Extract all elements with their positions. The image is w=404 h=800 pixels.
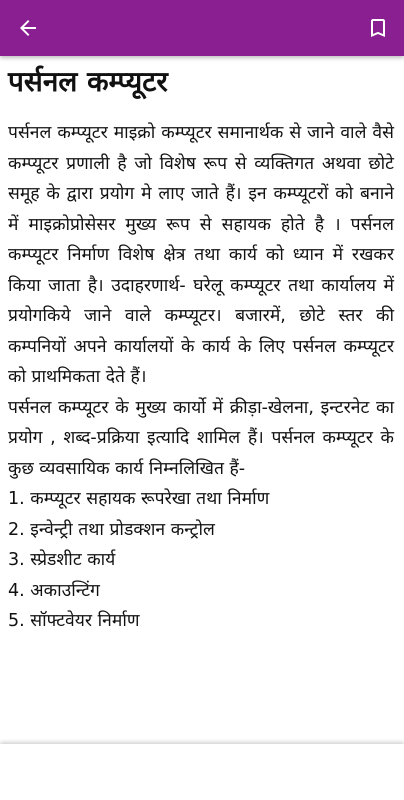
bottom-bar [0, 744, 404, 800]
back-button[interactable] [6, 6, 50, 50]
article-content[interactable] [0, 56, 404, 744]
bookmark-button[interactable] [356, 6, 400, 50]
business-tasks-list [0, 484, 404, 637]
list-item: 2. इन्वेन्ट्री तथा प्रोडक्शन कन्ट्रोल [8, 519, 215, 540]
arrow-left-icon [16, 16, 40, 40]
article-title: पर्सनल कम्प्यूटर [8, 65, 168, 98]
list-item: 5. सॉफ्टवेयर निर्माण [8, 611, 140, 631]
list-item: 4. अकाउन्टिंग [8, 580, 100, 601]
list-item: 3. स्प्रेडशीट कार्य [8, 550, 116, 570]
app-bar [0, 0, 404, 56]
article-paragraph-1: पर्सनल कम्प्यूटर माइक्रो कम्प्यूटर समानार्थक से जाने वाले वैसे कम्प्यूटर प्रणाली है जो विशेष रूप से व्यक्तिगत अथवा छोटे समूह के द्वारा प्रयोग मे लाए जाते हैं। इन कम्प्यूटरों को बनाने में माइक्रोप्रोसेसर मुख्य रूप से सहायक होते है । पर्सनल कम्प्यूटर निर्माण विशेष क्षेत्र तथा कार्य को ध्यान में रखकर किया जाता है। उदाहरणार्थ- घरेलू कम्प्यूटर तथा कार्यालय में प्रयोगकिये जाने वाले कम्प्यूटर। बजारमें, छोटे स्तर की कम्पनियों अपने कार्यालयों के कार्य के लिए पर्सनल कम्प्यूटर को प्राथमिकता देते हैं। [8, 123, 394, 387]
list-item: 1. कम्प्यूटर सहायक रूपरेखा तथा निर्माण [8, 489, 270, 509]
article-paragraph-2: पर्सनल कम्प्यूटर के मुख्य कार्यो में क्रीड़ा-खेलना, इन्टरनेट का प्रयोग , शब्द-प्रक्रिया इत्यादि शामिल हैं। पर्सनल कम्प्यूटर के कुछ व्यवसायिक कार्य निम्नलिखित हैं- [8, 397, 394, 479]
bookmark-outline-icon [366, 16, 390, 40]
